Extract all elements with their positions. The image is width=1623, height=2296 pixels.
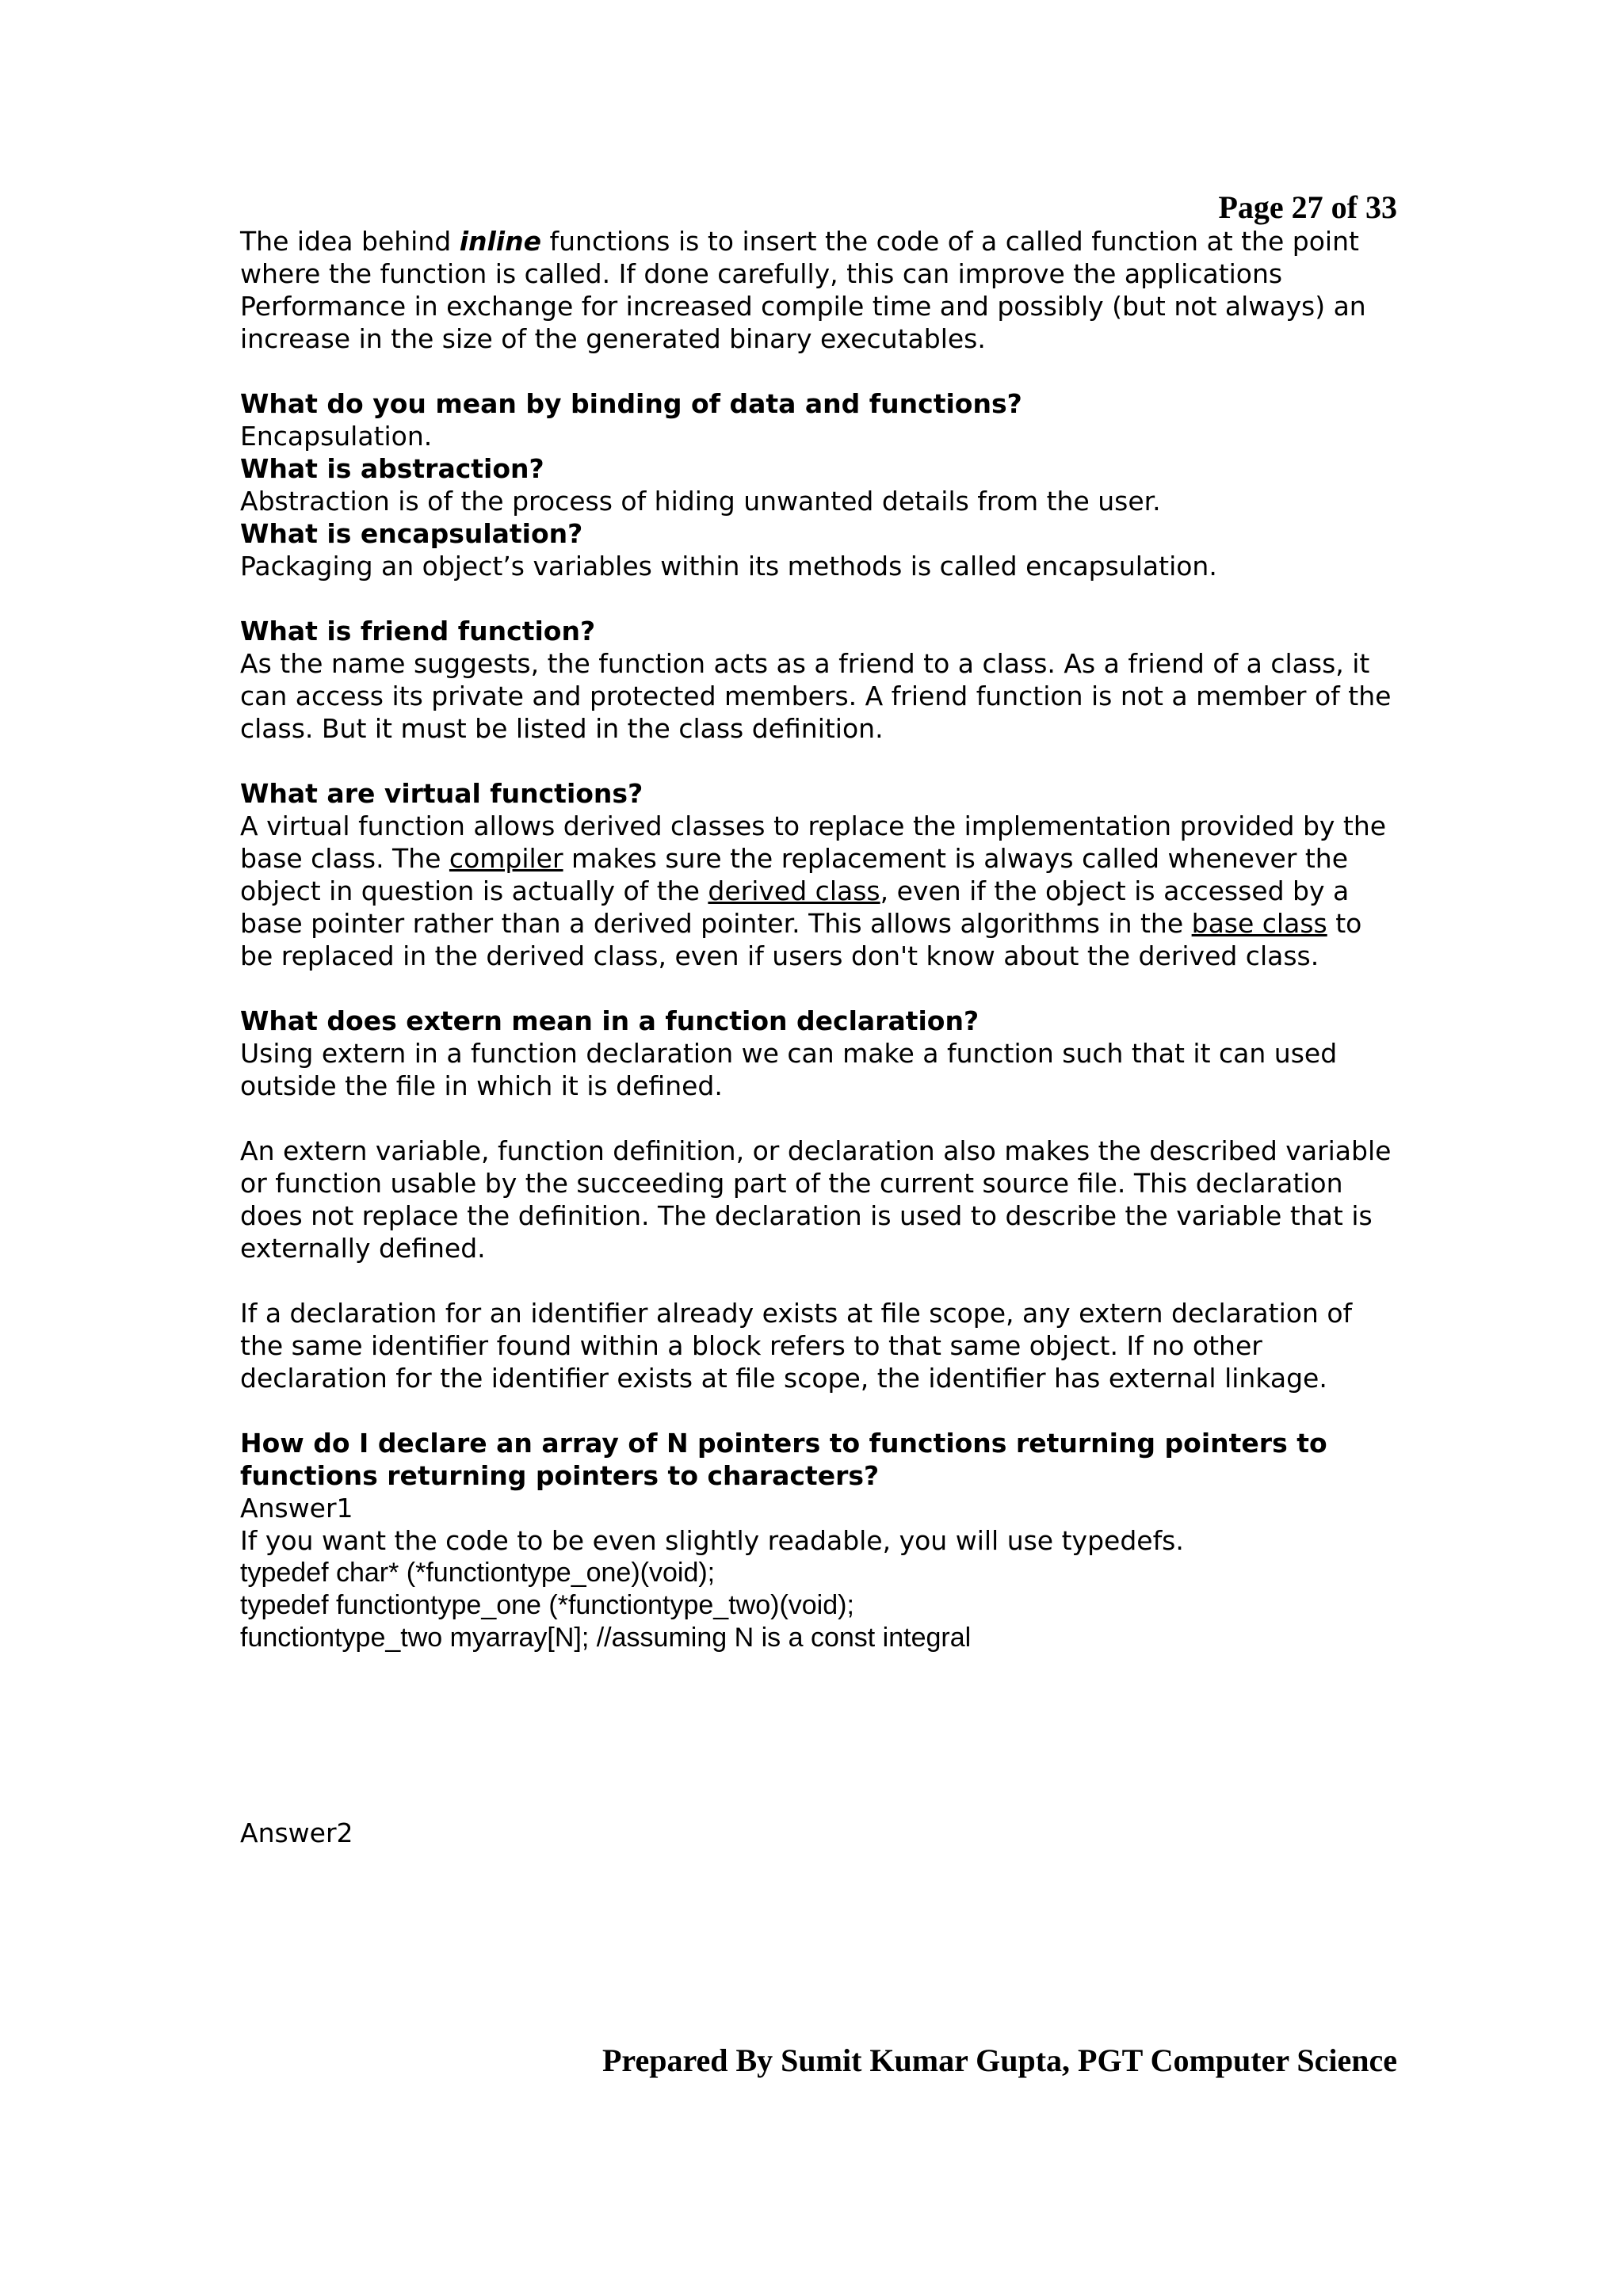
virtual-text-4: to be replaced in the derived class, even if users don't know about the derived class. <box>240 908 1362 971</box>
answer-extern-3: If a declaration for an identifier already exists at file scope, any extern declaration of the same identifier found within a block refers to that same object. If no other declaration for the identifier exists at file scope, the identifier has external linkage. <box>240 1298 1353 1394</box>
question-binding: What do you mean by binding of data and functions? <box>240 388 1022 419</box>
footer-credit: Prepared By Sumit Kumar Gupta, PGT Computer Science <box>602 2042 1397 2078</box>
spacer <box>240 745 1397 777</box>
spacer <box>240 355 1397 387</box>
inline-keyword: inline <box>459 226 541 257</box>
question-function-pointer-array: How do I declare an array of N pointers to functions returning pointers to functions returning pointers to characters? <box>240 1428 1327 1491</box>
answer-extern-1: Using extern in a function declaration we can make a function such that it can used outside the file in which it is defined. <box>240 1038 1338 1101</box>
answer1-text: If you want the code to be even slightly readable, you will use typedefs. <box>240 1525 1184 1556</box>
page-content <box>240 190 1397 1849</box>
spacer <box>240 1654 1397 1817</box>
virtual-text-1: A virtual function allows derived classes to replace the implementation provided by the base class. The <box>240 810 1387 874</box>
spacer <box>240 1394 1397 1427</box>
answer-friend-function: As the name suggests, the function acts as a friend to a class. As a friend of a class, it can access its private and protected members. A friend function is not a member of the class. But it must be listed in the class definition. <box>240 648 1392 744</box>
code-line-1: typedef char* (*functiontype_one)(void); <box>240 1558 716 1588</box>
spacer <box>240 582 1397 615</box>
intro-text-end: functions is to insert the code of a called function at the point where the function is called. If done carefully, this can improve the applications Performance in exchange for increased compile time and possibly (but not always) an increase in the size of the generated binary executables. <box>240 226 1366 354</box>
derived-class-link[interactable]: derived class <box>708 875 880 906</box>
answer-extern-2: An extern variable, function definition, or declaration also makes the described variable or function usable by the succeeding part of the current source file. This declaration does not replace the definition. The declaration is used to describe the variable that is externally defined. <box>240 1135 1392 1264</box>
spacer <box>240 1264 1397 1297</box>
answer-encapsulation: Packaging an object’s variables within its methods is called encapsulation. <box>240 551 1217 582</box>
question-extern: What does extern mean in a function declaration? <box>240 1005 980 1036</box>
base-class-link[interactable]: base class <box>1191 908 1327 939</box>
answer1-label: Answer1 <box>240 1493 353 1524</box>
question-abstraction: What is abstraction? <box>240 453 544 484</box>
spacer <box>240 972 1397 1005</box>
answer-abstraction: Abstraction is of the process of hiding unwanted details from the user. <box>240 486 1161 517</box>
compiler-link[interactable]: compiler <box>449 843 563 874</box>
code-line-2: typedef functiontype_one (*functiontype_two)(void); <box>240 1590 854 1620</box>
virtual-text-3: , even if the object is accessed by a base pointer rather than a derived pointer. This allows algorithms in the <box>240 875 1350 939</box>
spacer <box>240 1102 1397 1135</box>
answer2-label: Answer2 <box>240 1817 353 1848</box>
question-friend-function: What is friend function? <box>240 616 596 646</box>
question-virtual-functions: What are virtual functions? <box>240 778 643 809</box>
virtual-text-2: makes sure the replacement is always called whenever the object in question is actually of the <box>240 843 1349 906</box>
intro-paragraph <box>240 225 1397 355</box>
code-line-3: functiontype_two myarray[N]; //assuming N is a const integral <box>240 1623 972 1653</box>
answer-virtual-functions <box>240 810 1397 972</box>
page-number: Page 27 of 33 <box>1218 189 1397 225</box>
answer-binding: Encapsulation. <box>240 421 433 452</box>
intro-text-start: The idea behind <box>240 226 460 257</box>
question-encapsulation: What is encapsulation? <box>240 518 583 549</box>
